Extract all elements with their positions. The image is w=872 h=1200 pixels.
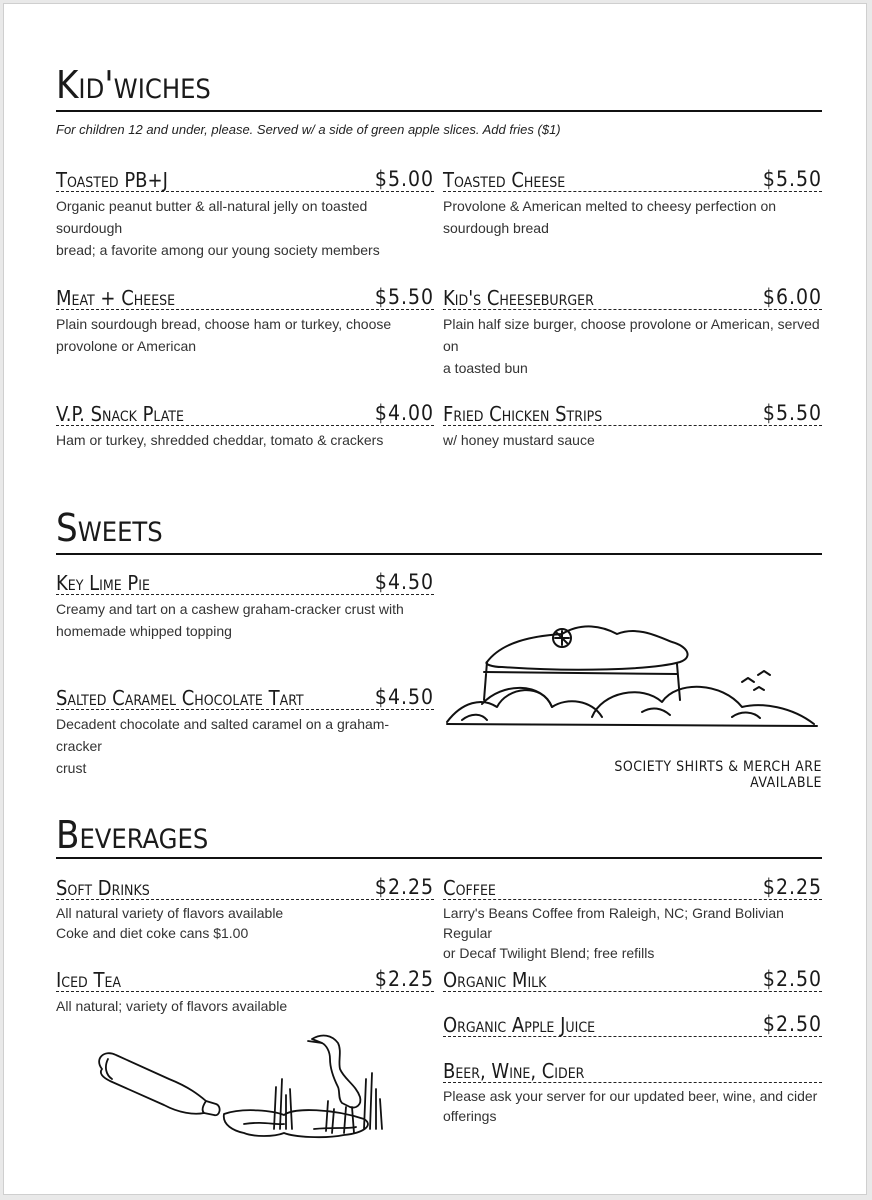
item-price: $5.00 [374, 167, 434, 191]
menu-item [443, 400, 822, 451]
item-desc-line: Ham or turkey, shredded cheddar, tomato & crackers [56, 432, 384, 448]
item-desc-line: Please ask your server for our updated beer, wine, and cider [443, 1088, 818, 1104]
item-desc-line: Decadent chocolate and salted caramel on a graham-cracker [56, 716, 390, 754]
item-desc-line: Larry's Beans Coffee from Raleigh, NC; Grand Bolivian Regular [443, 905, 784, 941]
beverages-rule [56, 857, 822, 859]
beverages-title: Beverages [56, 813, 209, 857]
item-name: Toasted Cheese [443, 168, 566, 192]
menu-item [443, 874, 822, 963]
item-price: $5.50 [762, 401, 822, 425]
item-desc-line: Plain sourdough bread, choose ham or turkey, choose [56, 316, 392, 332]
menu-item [443, 1011, 822, 1037]
menu-item [443, 166, 822, 239]
heron-bottle-illustration [94, 1029, 394, 1149]
merch-note: SOCIETY SHIRTS & MERCH ARE AVAILABLE [614, 759, 822, 791]
menu-item [443, 1057, 822, 1126]
item-desc-line: homemade whipped topping [56, 623, 232, 639]
item-desc-line: All natural variety of flavors available [56, 905, 284, 921]
item-desc-line: w/ honey mustard sauce [443, 432, 595, 448]
item-name: Kid's Cheeseburger [443, 286, 594, 310]
item-desc-line: a toasted bun [443, 360, 528, 376]
item-name: Fried Chicken Strips [443, 402, 603, 426]
pie-illustration [442, 612, 822, 742]
menu-page [3, 3, 867, 1195]
menu-item [56, 684, 434, 779]
item-price: $2.25 [374, 875, 434, 899]
item-price: $5.50 [762, 167, 822, 191]
item-name: Salted Caramel Chocolate Tart [56, 686, 304, 710]
item-price: $4.50 [374, 685, 434, 709]
item-name: Meat + Cheese [56, 286, 176, 310]
item-desc-line: provolone or American [56, 338, 197, 354]
item-price: $6.00 [762, 285, 822, 309]
item-name: Organic Apple Juice [443, 1013, 596, 1037]
item-desc-line: or Decaf Twilight Blend; free refills [443, 945, 655, 961]
menu-item [56, 284, 434, 357]
item-desc-line: Plain half size burger, choose provolone or American, served on [443, 316, 820, 354]
item-name: Coffee [443, 876, 496, 900]
item-desc-line: All natural; variety of flavors available [56, 998, 288, 1014]
item-name: Iced Tea [56, 968, 122, 992]
item-name: Key Lime Pie [56, 571, 150, 595]
item-name: Soft Drinks [56, 876, 150, 900]
sweets-rule [56, 553, 822, 555]
item-desc-line: bread; a favorite among our young society members [56, 242, 380, 258]
item-name: Beer, Wine, Cider [443, 1059, 585, 1083]
kidwiches-title: Kid'wiches [56, 63, 211, 107]
menu-item [56, 400, 434, 451]
sweets-title: Sweets [56, 506, 163, 550]
menu-item [443, 966, 822, 992]
menu-item [56, 874, 434, 943]
item-desc-line: Organic peanut butter & all-natural jelly on toasted sourdough [56, 198, 368, 236]
item-desc-line: crust [56, 760, 87, 776]
item-price: $5.50 [374, 285, 434, 309]
item-price: $2.25 [374, 967, 434, 991]
item-desc-line: Provolone & American melted to cheesy perfection on [443, 198, 777, 214]
kidwiches-intro: For children 12 and under, please. Served w/ a side of green apple slices. Add fries ($1) [56, 122, 561, 137]
kidwiches-rule [56, 110, 822, 112]
item-desc-line: Coke and diet coke cans $1.00 [56, 925, 249, 941]
item-desc-line: offerings [443, 1108, 497, 1124]
item-desc-line: Creamy and tart on a cashew graham-cracker crust with [56, 601, 404, 617]
menu-item [56, 569, 434, 642]
item-price: $4.50 [374, 570, 434, 594]
menu-item [56, 166, 434, 261]
item-price: $2.50 [762, 1012, 822, 1036]
menu-item [443, 284, 822, 379]
item-price: $4.00 [374, 401, 434, 425]
item-price: $2.50 [762, 967, 822, 991]
item-name: V.P. Snack Plate [56, 402, 184, 426]
item-name: Organic Milk [443, 968, 547, 992]
item-price: $2.25 [762, 875, 822, 899]
item-name: Toasted PB+J [56, 168, 168, 192]
item-desc-line: sourdough bread [443, 220, 549, 236]
menu-item [56, 966, 434, 1017]
